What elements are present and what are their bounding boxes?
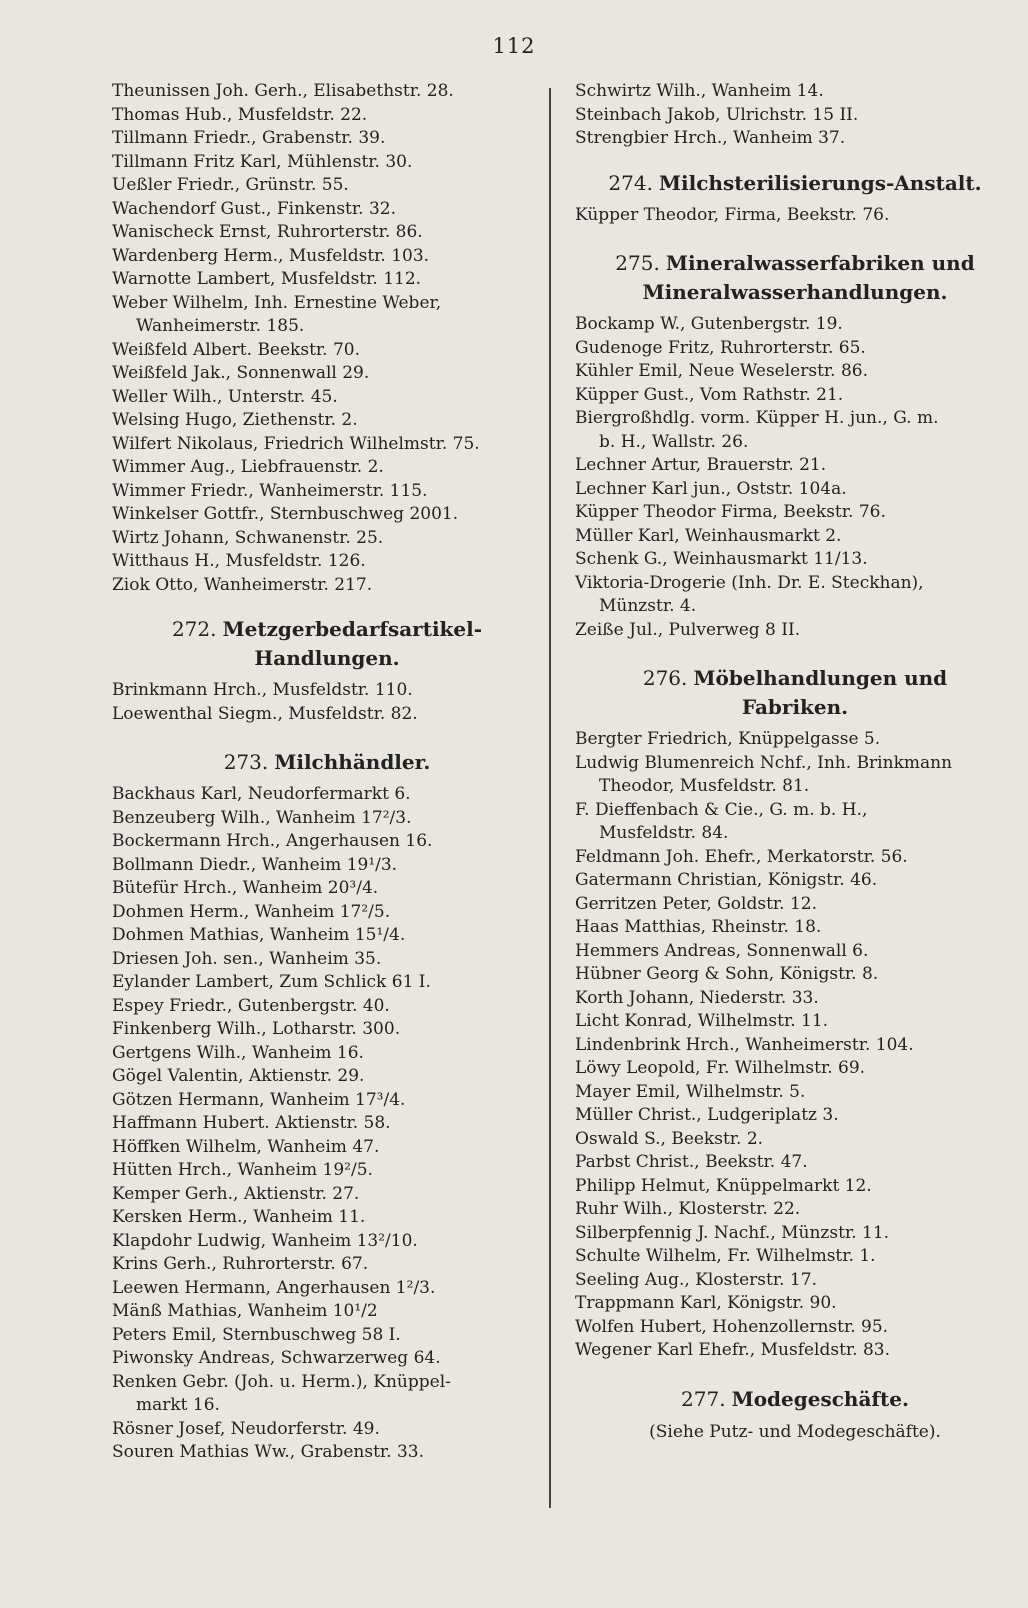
list-item: Piwonsky Andreas, Schwarzerweg 64. [112,1348,441,1368]
list-item: Finkenberg Wilh., Lotharstr. 300. [112,1019,401,1039]
list-item: Ruhr Wilh., Klosterstr. 22. [575,1199,801,1219]
list-item: Kemper Gerh., Aktienstr. 27. [112,1183,360,1204]
list-item: Küpper Theodor, Firma, Beekstr. 76. [575,204,890,225]
list-item: Biergroßhdlg. vorm. Küpper H. jun., G. m. [575,408,939,428]
list-item: Wachendorf Gust., Finkenstr. 32. [112,198,396,219]
page-number: 112 [492,34,536,58]
list-item: Götzen Hermann, Wanheim 17³/4. [112,1089,406,1110]
left-column [112,80,542,1465]
list-item-continuation: Musfeldstr. 84. [599,823,729,843]
cross-reference-note: (Siehe Putz- und Modegeschäfte). [649,1421,941,1442]
right-column [575,80,1015,1444]
list-item: Viktoria-Drogerie (Inh. Dr. E. Steckhan), [575,572,924,593]
list-item: Hübner Georg & Sohn, Königstr. 8. [575,964,879,984]
list-item: Wegener Karl Ehefr., Musfeldstr. 83. [575,1340,891,1360]
list-item: Steinbach Jakob, Ulrichstr. 15 II. [575,104,859,125]
section-title: Mineralwasserfabriken und [665,251,975,275]
list-item: Küpper Theodor Firma, Beekstr. 76. [575,502,886,522]
section-title-line2: Handlungen. [254,646,400,670]
list-item: Küpper Gust., Vom Rathstr. 21. [575,384,844,405]
section-276 [575,664,1015,722]
list-item: Lechner Karl jun., Oststr. 104a. [575,478,847,499]
list-item: Bollmann Diedr., Wanheim 19¹/3. [112,854,398,875]
list-item: Kühler Emil, Neue Weselerstr. 86. [575,361,869,381]
section-heading [575,249,1015,278]
list-item: Gerritzen Peter, Goldstr. 12. [575,893,818,914]
section-277 [575,1385,1015,1414]
list-item: Wilfert Nikolaus, Friedrich Wilhelmstr. 75. [112,433,480,454]
list-item: Ludwig Blumenreich Nchf., Inh. Brinkmann [575,752,953,773]
list-item: Ziok Otto, Wanheimerstr. 217. [112,574,373,595]
list-item: Haas Matthias, Rheinstr. 18. [575,917,822,937]
list-item-continuation: b. H., Wallstr. 26. [599,431,749,452]
section-title-line2: Fabriken. [741,695,849,719]
list-item: Mänß Mathias, Wanheim 10¹/2 [112,1301,378,1321]
column-divider [549,88,551,1508]
list-item: Bütefür Hrch., Wanheim 20³/4. [112,878,379,898]
section-number: 276. [642,666,688,690]
list-item: Espey Friedr., Gutenbergstr. 40. [112,995,390,1016]
list-item: Löwy Leopold, Fr. Wilhelmstr. 69. [575,1058,866,1078]
right-entries-a [575,80,1015,151]
list-item: Schulte Wilhelm, Fr. Wilhelmstr. 1. [575,1246,876,1266]
list-item: F. Dieffenbach & Cie., G. m. b. H., [575,799,868,820]
list-item: Warnotte Lambert, Musfeldstr. 112. [112,269,422,289]
section-title: Modegeschäfte. [731,1386,909,1411]
list-item: Klapdohr Ludwig, Wanheim 13²/10. [112,1230,418,1251]
section-274 [575,169,1015,198]
list-item: Silberpfennig J. Nachf., Münzstr. 11. [575,1222,890,1243]
list-item-continuation: Münzstr. 4. [599,596,697,616]
list-item: Wimmer Aug., Liebfrauenstr. 2. [112,457,384,477]
section-275-entries [575,313,1015,642]
list-item: Kersken Herm., Wanheim 11. [112,1207,366,1227]
list-item: Welsing Hugo, Ziethenstr. 2. [112,410,358,430]
list-item: Zeiße Jul., Pulverweg 8 II. [575,619,801,640]
list-item: Hütten Hrch., Wanheim 19²/5. [112,1160,373,1180]
list-item: Wolfen Hubert, Hohenzollernstr. 95. [575,1316,889,1337]
list-item: Winkelser Gottfr., Sternbuschweg 2001. [112,504,459,524]
list-item: Wimmer Friedr., Wanheimerstr. 115. [112,480,428,501]
list-item: Bockermann Hrch., Angerhausen 16. [112,831,433,851]
list-item: Witthaus H., Musfeldstr. 126. [112,551,366,571]
list-item: Eylander Lambert, Zum Schlick 61 I. [112,972,431,992]
list-item: Tillmann Fritz Karl, Mühlenstr. 30. [112,151,413,172]
section-heading [575,169,1015,198]
section-number: 277. [681,1386,726,1411]
section-title: Milchhändler. [274,750,431,774]
list-item-continuation: Theodor, Musfeldstr. 81. [599,776,810,796]
section-title-line2: Mineralwasserhandlungen. [642,280,948,304]
list-item: Gertgens Wilh., Wanheim 16. [112,1042,364,1063]
list-item: Weißfeld Jak., Sonnenwall 29. [112,363,370,383]
list-item: Benzeuberg Wilh., Wanheim 17²/3. [112,807,412,828]
list-item: Licht Konrad, Wilhelmstr. 11. [575,1011,829,1031]
list-item: Seeling Aug., Klosterstr. 17. [575,1269,817,1290]
list-item: Wirtz Johann, Schwanenstr. 25. [112,527,384,548]
list-item: Backhaus Karl, Neudorfermarkt 6. [112,784,411,804]
section-heading [575,1385,1015,1414]
list-item: Dohmen Mathias, Wanheim 15¹/4. [112,925,406,945]
list-item: Müller Christ., Ludgeriplatz 3. [575,1105,839,1125]
list-item: Theunissen Joh. Gerh., Elisabethstr. 28. [112,81,454,101]
list-item: Renken Gebr. (Joh. u. Herm.), Knüppel- [112,1371,451,1392]
list-item: Lechner Artur, Brauerstr. 21. [575,455,827,475]
list-item: Weller Wilh., Unterstr. 45. [112,386,338,407]
section-272 [112,615,542,673]
list-item: Gudenoge Fritz, Ruhrorterstr. 65. [575,337,866,358]
list-item: Schwirtz Wilh., Wanheim 14. [575,81,824,101]
list-item-continuation: markt 16. [136,1395,220,1415]
section-273-entries [112,783,542,1465]
list-item: Strengbier Hrch., Wanheim 37. [575,128,846,148]
list-item: Leewen Hermann, Angerhausen 1²/3. [112,1277,436,1298]
list-item: Parbst Christ., Beekstr. 47. [575,1152,808,1172]
section-title: Milchsterilisierungs-Anstalt. [658,170,982,195]
list-item: Wardenberg Herm., Musfeldstr. 103. [112,245,430,266]
list-item: Schenk G., Weinhausmarkt 11/13. [575,549,868,569]
section-276-entries [575,728,1015,1363]
left-entries-a [112,80,542,597]
section-number: 272. [171,617,217,641]
section-273 [112,748,542,777]
list-item: Brinkmann Hrch., Musfeldstr. 110. [112,680,413,700]
list-item: Mayer Emil, Wilhelmstr. 5. [575,1081,806,1102]
list-item: Thomas Hub., Musfeldstr. 22. [112,104,368,125]
section-heading [112,615,542,644]
list-item: Hemmers Andreas, Sonnenwall 6. [575,940,869,961]
list-item: Gögel Valentin, Aktienstr. 29. [112,1066,365,1086]
section-title: Metzgerbedarfsartikel- [222,617,483,641]
list-item: Feldmann Joh. Ehefr., Merkatorstr. 56. [575,846,908,867]
list-item: Korth Johann, Niederstr. 33. [575,987,819,1008]
list-item: Weißfeld Albert. Beekstr. 70. [112,339,361,360]
list-item: Höffken Wilhelm, Wanheim 47. [112,1136,380,1157]
list-item: Souren Mathias Ww., Grabenstr. 33. [112,1442,425,1462]
section-heading [112,748,542,777]
list-item: Müller Karl, Weinhausmarkt 2. [575,525,842,546]
section-number: 273. [223,750,269,774]
list-item: Weber Wilhelm, Inh. Ernestine Weber, [112,292,442,313]
list-item: Krins Gerh., Ruhrorterstr. 67. [112,1254,369,1274]
section-title: Möbelhandlungen und [693,666,948,690]
list-item: Lindenbrink Hrch., Wanheimerstr. 104. [575,1034,914,1055]
list-item: Driesen Joh. sen., Wanheim 35. [112,948,382,969]
list-item: Oswald S., Beekstr. 2. [575,1128,764,1149]
list-item: Wanischeck Ernst, Ruhrorterstr. 86. [112,222,423,242]
list-item: Gatermann Christian, Königstr. 46. [575,870,878,890]
list-item-continuation: Wanheimerstr. 185. [136,316,305,336]
section-heading [575,664,1015,693]
section-number: 274. [608,170,653,195]
list-item: Rösner Josef, Neudorferstr. 49. [112,1418,380,1439]
list-item: Loewenthal Siegm., Musfeldstr. 82. [112,703,418,724]
list-item: Bockamp W., Gutenbergstr. 19. [575,314,843,334]
section-275 [575,249,1015,307]
list-item: Tillmann Friedr., Grabenstr. 39. [112,128,386,148]
list-item: Haffmann Hubert. Aktienstr. 58. [112,1113,391,1133]
list-item: Peters Emil, Sternbuschweg 58 I. [112,1324,401,1345]
list-item: Ueßler Friedr., Grünstr. 55. [112,175,349,195]
list-item: Bergter Friedrich, Knüppelgasse 5. [575,729,881,749]
list-item: Dohmen Herm., Wanheim 17²/5. [112,901,391,922]
list-item: Trappmann Karl, Königstr. 90. [575,1293,837,1313]
list-item: Philipp Helmut, Knüppelmarkt 12. [575,1175,872,1196]
section-number: 275. [615,251,660,275]
